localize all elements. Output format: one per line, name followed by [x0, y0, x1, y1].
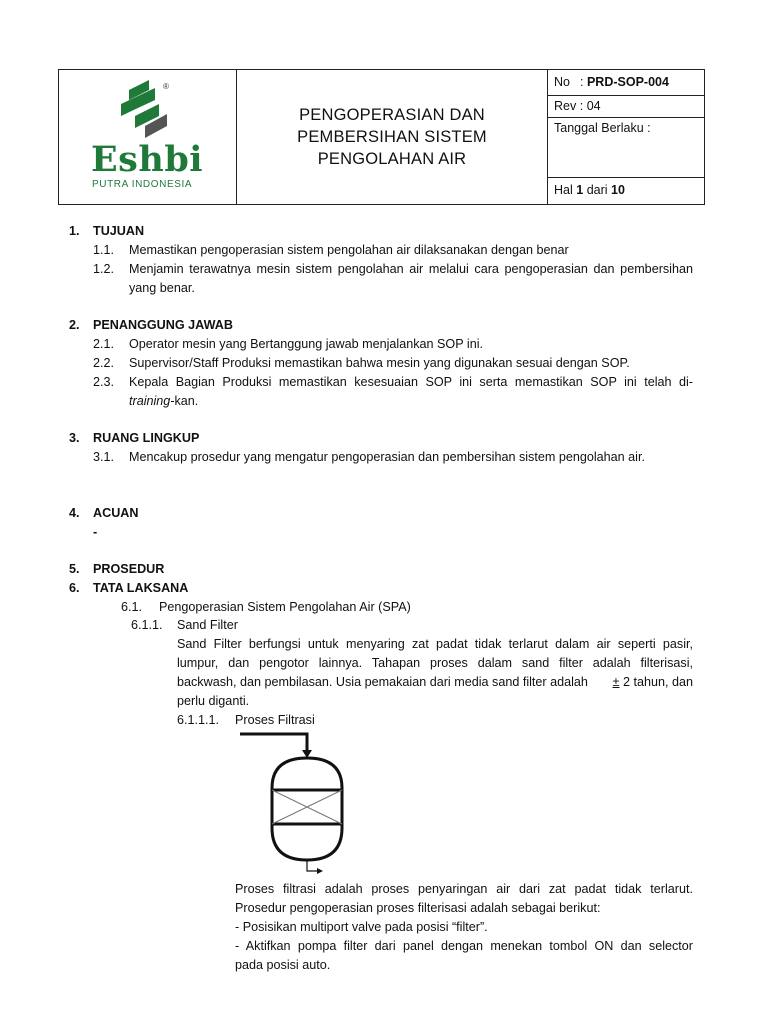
meta-tanggal-row	[548, 118, 704, 178]
no-sep: :	[579, 75, 584, 89]
sand-filter-para-line-1: Sand Filter berfungsi untuk menyaring zat padat tidak terlarut dalam air seperti pasir,	[177, 637, 693, 651]
hal-page: 1	[576, 183, 584, 197]
section-5-title: PROSEDUR	[93, 562, 165, 576]
no-value: PRD-SOP-004	[586, 75, 669, 89]
sand-filter-para-line-3-tail-text: 2 tahun, dan	[622, 675, 693, 689]
item-2-3-rest: -kan.	[170, 394, 199, 408]
hal-label: Hal	[554, 183, 573, 197]
item-2-2-num: 2.2.	[93, 356, 115, 370]
filtrasi-desc-line-4: - Aktifkan pompa filter dari panel dengan menekan tombol ON dan selector	[235, 939, 693, 953]
section-4-num: 4.	[69, 506, 80, 520]
item-2-3-text: Kepala Bagian Produksi memastikan kesesuaian SOP ini serta memastikan SOP ini telah di-	[129, 375, 693, 389]
document-header-table	[58, 69, 705, 205]
item-2-1-num: 2.1.	[93, 337, 115, 351]
meta-no-row	[548, 70, 704, 96]
item-3-1-num: 3.1.	[93, 450, 115, 464]
section-4-title: ACUAN	[93, 506, 139, 520]
section-4-dash: -	[93, 525, 98, 539]
section-6-title: TATA LAKSANA	[93, 581, 189, 595]
item-2-3-cont	[129, 392, 198, 410]
sand-filter-para-line-2: lumpur, dan pengotor lainnya. Tahapan proses dalam sand filter adalah filterisasi,	[177, 656, 693, 670]
meta-cell	[548, 70, 704, 204]
item-6-1-1-num: 6.1.1.	[131, 618, 163, 632]
item-2-1-text: Operator mesin yang Bertanggung jawab menjalankan SOP ini.	[129, 337, 484, 351]
item-2-2-text: Supervisor/Staff Produksi memastikan bahwa mesin yang digunakan sesuai dengan SOP.	[129, 356, 630, 370]
item-1-2-cont: yang benar.	[129, 281, 195, 295]
hal-total: 10	[611, 183, 625, 197]
sand-filter-para-line-4: perlu diganti.	[177, 694, 250, 708]
hal-of: dari	[586, 183, 608, 197]
filtrasi-desc-line-1: Proses filtrasi adalah proses penyaringan air dari zat padat tidak terlarut.	[235, 882, 693, 896]
rev-value: 04	[586, 99, 601, 113]
section-3-title: RUANG LINGKUP	[93, 431, 200, 445]
item-3-1-text: Mencakup prosedur yang mengatur pengoperasian dan pembersihan sistem pengolahan air.	[129, 450, 645, 464]
section-2-title: PENANGGUNG JAWAB	[93, 318, 233, 332]
item-6-1-1-text: Sand Filter	[177, 618, 238, 632]
section-1-title: TUJUAN	[93, 224, 145, 238]
filtrasi-desc-line-2: Prosedur pengoperasian proses filterisasi adalah sebagai berikut:	[235, 901, 601, 915]
filtrasi-desc-line-3: - Posisikan multiport valve pada posisi “filter”.	[235, 920, 488, 934]
title-line-3: PENGOLAHAN AIR	[317, 150, 467, 168]
sand-filter-para-line-3	[177, 673, 693, 691]
document-title	[297, 104, 487, 170]
item-2-3-num: 2.3.	[93, 375, 115, 389]
sand-filter-diagram	[238, 728, 358, 878]
logo-brand-text: Eshbi	[91, 139, 204, 180]
inlet-pipe	[240, 734, 307, 752]
title-cell	[237, 70, 548, 204]
sand-filter-para-line-3-text: backwash, dan pembilasan. Usia pemakaian dari media sand filter adalah	[177, 675, 588, 689]
item-1-1-text: Memastikan pengoperasian sistem pengolahan air dilaksanakan dengan benar	[129, 243, 569, 257]
title-line-1: PENGOPERASIAN DAN	[299, 106, 485, 124]
item-6-1-num: 6.1.	[121, 600, 143, 614]
rev-sep: :	[579, 99, 584, 113]
item-1-1-num: 1.1.	[93, 243, 115, 257]
filtrasi-desc-line-5: pada posisi auto.	[235, 958, 331, 972]
meta-hal-row	[548, 178, 704, 204]
outlet-arrow-icon	[317, 868, 323, 874]
registered-mark: ®	[163, 82, 169, 91]
section-5-num: 5.	[69, 562, 80, 576]
section-2-num: 2.	[69, 318, 80, 332]
logo-subtitle: PUTRA INDONESIA	[92, 179, 193, 190]
logo-cell	[59, 70, 237, 204]
sand-filter-para-line-3-tail	[613, 673, 693, 691]
meta-rev-row	[548, 96, 704, 118]
item-6-1-text: Pengoperasian Sistem Pengolahan Air (SPA)	[159, 600, 411, 614]
section-6-num: 6.	[69, 581, 80, 595]
title-line-2: PEMBERSIHAN SISTEM	[297, 128, 487, 146]
item-6-1-1-1-num: 6.1.1.1.	[177, 713, 220, 727]
section-3-num: 3.	[69, 431, 80, 445]
item-1-2-text: Menjamin terawatnya mesin sistem pengolahan air melalui cara pengoperasian dan pembersihan	[129, 262, 693, 276]
item-6-1-1-1-text: Proses Filtrasi	[235, 713, 315, 727]
item-2-3-italic: training	[129, 394, 171, 408]
section-1-num: 1.	[69, 224, 80, 238]
no-label: No	[554, 75, 570, 89]
item-1-2-num: 1.2.	[93, 262, 115, 276]
plus-minus-sign: ±	[612, 675, 620, 689]
outlet-pipe	[307, 860, 318, 871]
rev-label: Rev	[554, 99, 577, 113]
tanggal-label: Tanggal Berlaku :	[554, 121, 651, 135]
